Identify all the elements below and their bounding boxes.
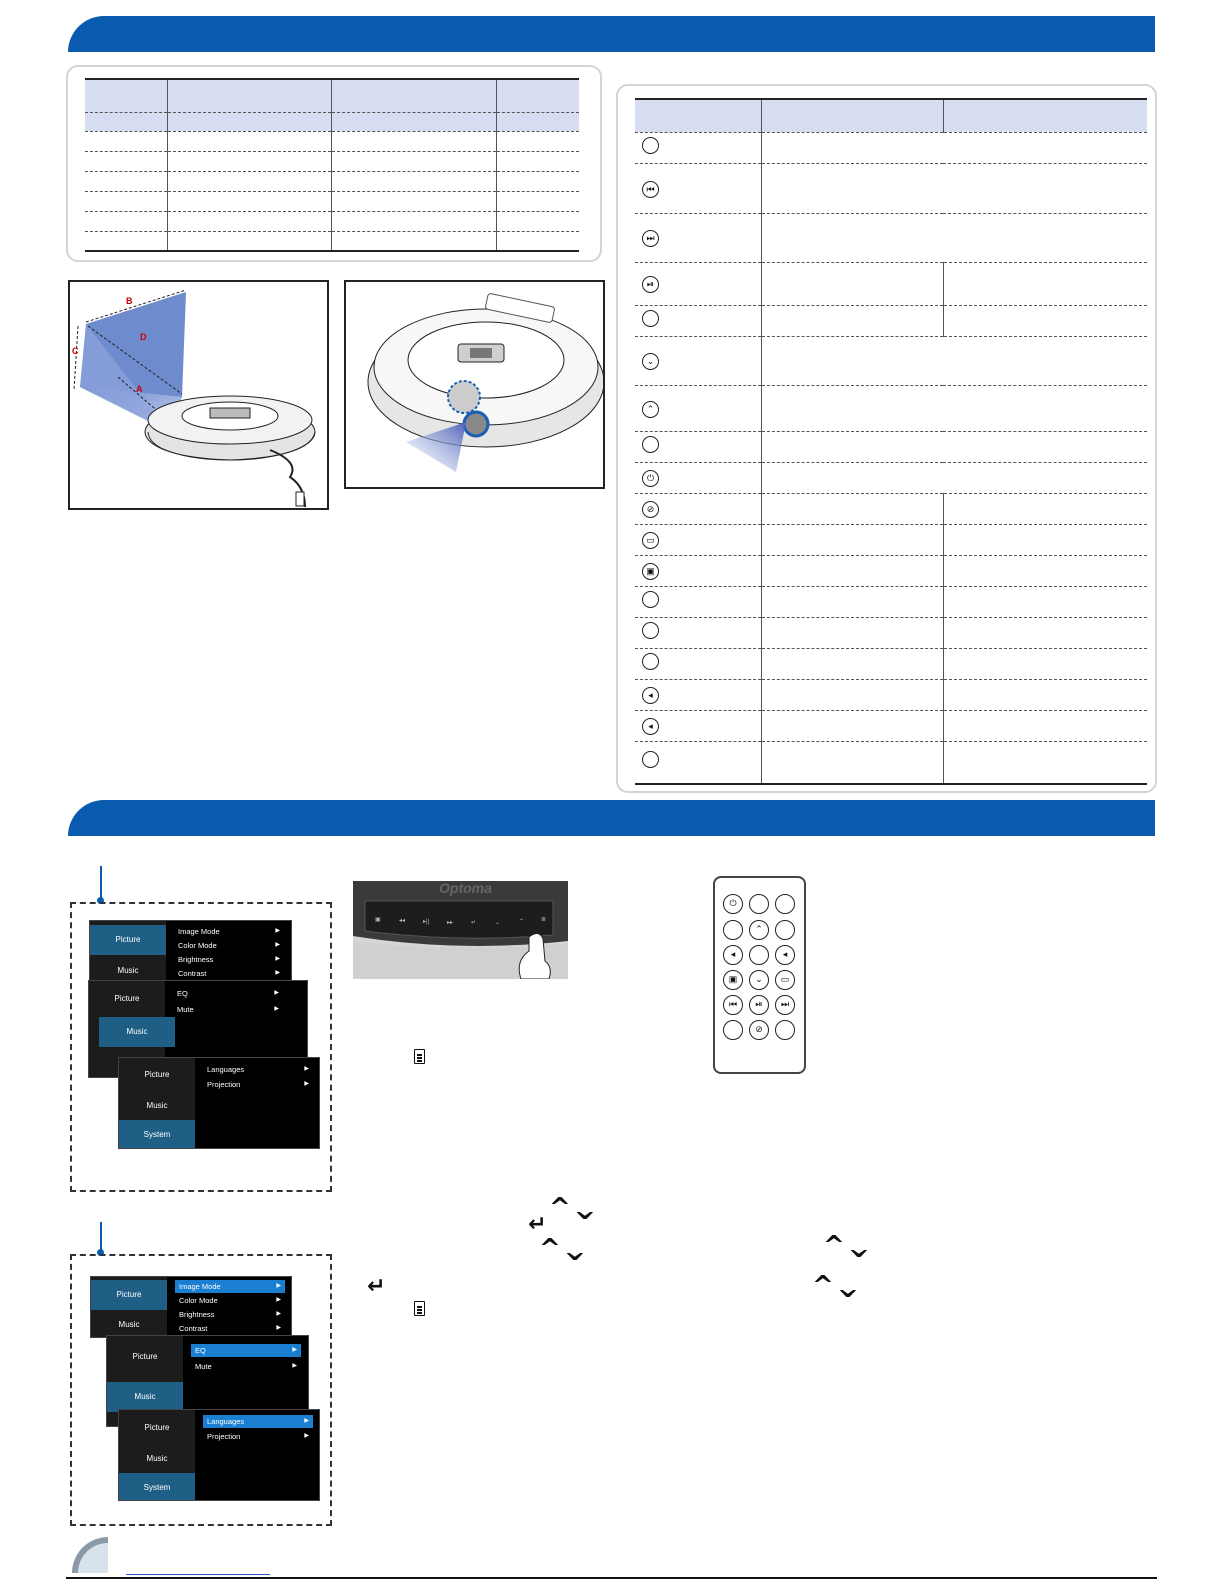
projection-geometry-illustration [68, 280, 329, 510]
osd-item-image-mode[interactable]: Image Mode ▶ [178, 927, 280, 936]
table-row [85, 151, 579, 171]
blank-button-icon [642, 436, 659, 453]
label-d: D [140, 332, 147, 342]
osd-item-projection[interactable]: Projection ▶ [207, 1432, 309, 1441]
osd-item-color-mode[interactable]: Color Mode ▶ [179, 1296, 281, 1305]
projector-beam-drawing [70, 282, 329, 510]
remote-next-icon: ⏭ [775, 995, 795, 1015]
down-icon: ⌄ [642, 353, 659, 370]
table-row [635, 163, 1147, 213]
down-icon: ^ [848, 1231, 870, 1261]
table-row [635, 431, 1147, 462]
table-row [85, 211, 579, 231]
up-icon: ^ [539, 1234, 561, 1264]
blank-button-icon [642, 591, 659, 608]
remote-volume-up-icon: ◂ [775, 945, 795, 965]
blank-button-icon [642, 310, 659, 327]
enter-icon: ↵ [528, 1212, 547, 1237]
panel-menu-icon: ≣ [541, 917, 547, 923]
down-icon: ^ [837, 1271, 859, 1301]
osd-tab-picture[interactable]: Picture [90, 925, 166, 955]
control-panel-drawing [353, 881, 568, 979]
page-corner-tab [72, 1537, 108, 1573]
osd-item-eq[interactable]: EQ ▶ [191, 1344, 301, 1357]
enter-icon: ↵ [367, 1274, 386, 1299]
blank-button-icon [642, 653, 659, 670]
table-row [635, 213, 1147, 262]
remote-blank-button [723, 920, 743, 940]
label-a: A [136, 384, 143, 394]
remote-blank-button [723, 1020, 743, 1040]
power-icon: ⏻ [642, 470, 659, 487]
label-b: B [126, 296, 133, 306]
remote-previous-icon: ⏮ [723, 995, 743, 1015]
table-row [635, 493, 1147, 524]
osd-tab-picture[interactable]: Picture [144, 1423, 170, 1432]
section-banner-top [68, 16, 1155, 52]
osd-tab-music[interactable]: Music [117, 966, 139, 975]
menu-icon [414, 1049, 425, 1064]
osd-item-image-mode[interactable]: Image Mode ▶ [175, 1280, 285, 1293]
up-icon: ⌃ [642, 401, 659, 418]
remote-aspect-icon: ▭ [775, 970, 795, 990]
footer-link-underline[interactable] [126, 1574, 270, 1575]
control-panel-photo [353, 881, 568, 979]
remote-blank-button [775, 920, 795, 940]
osd-picture-menu [89, 920, 292, 984]
osd-item-mute[interactable]: Mute ▶ [177, 1005, 279, 1014]
osd-item-eq[interactable]: EQ ▶ [177, 989, 279, 998]
osd-tab-picture[interactable]: Picture [114, 994, 140, 1003]
table-row [635, 262, 1147, 305]
down-icon: ^ [574, 1193, 596, 1223]
blank-button-icon [642, 137, 659, 154]
remote-control [713, 876, 806, 1074]
optoma-logo: Optoma [439, 881, 492, 896]
aspect-icon: ▭ [642, 532, 659, 549]
panel-next-icon: ▸▸ [447, 920, 454, 926]
remote-blank-button [749, 894, 769, 914]
up-icon: ^ [823, 1231, 845, 1261]
table-row [635, 679, 1147, 710]
remote-play-pause-icon: ⏯ [749, 995, 769, 1015]
osd-system-menu [118, 1409, 320, 1501]
osd-tab-system[interactable]: System [119, 1120, 195, 1149]
remote-mute-icon: ⊘ [749, 1020, 769, 1040]
button-function-table [635, 98, 1147, 785]
osd-item-mute[interactable]: Mute ▶ [195, 1362, 297, 1371]
remote-power-icon: ⏻ [723, 894, 743, 914]
section-banner-middle [68, 800, 1155, 836]
osd-item-projection[interactable]: Projection ▶ [207, 1080, 309, 1089]
remote-enter-button [749, 945, 769, 965]
panel-play-pause-icon: ▸|| [423, 919, 430, 925]
panel-down-icon: ⌄ [495, 920, 501, 926]
play-pause-icon: ⏯ [642, 276, 659, 293]
footer-divider [66, 1577, 1157, 1579]
table-row [635, 385, 1147, 431]
table-row [635, 586, 1147, 617]
remote-source-icon: ▣ [723, 970, 743, 990]
menu-icon [414, 1301, 425, 1316]
osd-tab-music[interactable]: Music [107, 1382, 183, 1412]
source-icon: ▣ [642, 563, 659, 580]
osd-picture-menu [90, 1276, 292, 1338]
table-row [635, 462, 1147, 493]
osd-tab-system[interactable]: System [119, 1473, 195, 1501]
osd-item-languages[interactable]: Languages ▶ [207, 1065, 309, 1074]
remote-up-icon: ⌃ [749, 920, 769, 940]
table-row [85, 191, 579, 211]
table-row [635, 648, 1147, 679]
volume-up-icon: ◂ [642, 687, 659, 704]
remote-blank-button [775, 894, 795, 914]
osd-system-menu [118, 1057, 320, 1149]
volume-down-icon: ◂ [642, 718, 659, 735]
next-icon: ⏭ [642, 230, 659, 247]
projection-table [85, 78, 579, 252]
table-row [635, 524, 1147, 555]
remote-volume-down-icon: ◂ [723, 945, 743, 965]
table-row [635, 305, 1147, 336]
up-icon: ^ [549, 1193, 571, 1223]
blank-button-icon [642, 622, 659, 639]
panel-up-icon: ⌃ [519, 919, 525, 925]
up-icon: ^ [812, 1271, 834, 1301]
table-row [635, 132, 1147, 163]
osd-item-languages[interactable]: Languages ▶ [203, 1415, 313, 1428]
previous-icon: ⏮ [642, 181, 659, 198]
osd-tab-picture[interactable]: Picture [132, 1352, 158, 1361]
table-row [85, 171, 579, 191]
label-c: C [72, 346, 79, 356]
osd-item-color-mode[interactable]: Color Mode ▶ [178, 941, 280, 950]
osd-tab-music[interactable]: Music [146, 1101, 168, 1110]
table-row [635, 617, 1147, 648]
focus-ring-illustration [344, 280, 605, 489]
osd-item-contrast[interactable]: Contrast ▶ [179, 1324, 281, 1333]
panel-source-icon: ▣ [375, 917, 381, 923]
mute-icon: ⊘ [642, 501, 659, 518]
remote-blank-button [775, 1020, 795, 1040]
osd-tab-music[interactable]: Music [146, 1454, 168, 1463]
projector-focus-drawing [346, 282, 605, 489]
table-row [85, 131, 579, 151]
osd-item-contrast[interactable]: Contrast ▶ [178, 969, 280, 978]
table-row [635, 710, 1147, 741]
table-row [85, 231, 579, 251]
panel-previous-icon: ◂◂ [399, 918, 406, 924]
blank-button-icon [642, 751, 659, 768]
down-icon: ^ [564, 1234, 586, 1264]
osd-tab-music[interactable]: Music [118, 1320, 140, 1329]
table-row [635, 741, 1147, 784]
remote-down-icon: ⌄ [749, 970, 769, 990]
osd-tab-music[interactable]: Music [99, 1017, 175, 1047]
osd-tab-picture[interactable]: Picture [144, 1070, 170, 1079]
table-row [635, 336, 1147, 385]
table-row [635, 555, 1147, 586]
panel-enter-icon: ↵ [471, 920, 477, 926]
osd-tab-picture[interactable]: Picture [91, 1280, 167, 1310]
osd-item-brightness[interactable]: Brightness ▶ [178, 955, 280, 964]
osd-item-brightness[interactable]: Brightness ▶ [179, 1310, 281, 1319]
